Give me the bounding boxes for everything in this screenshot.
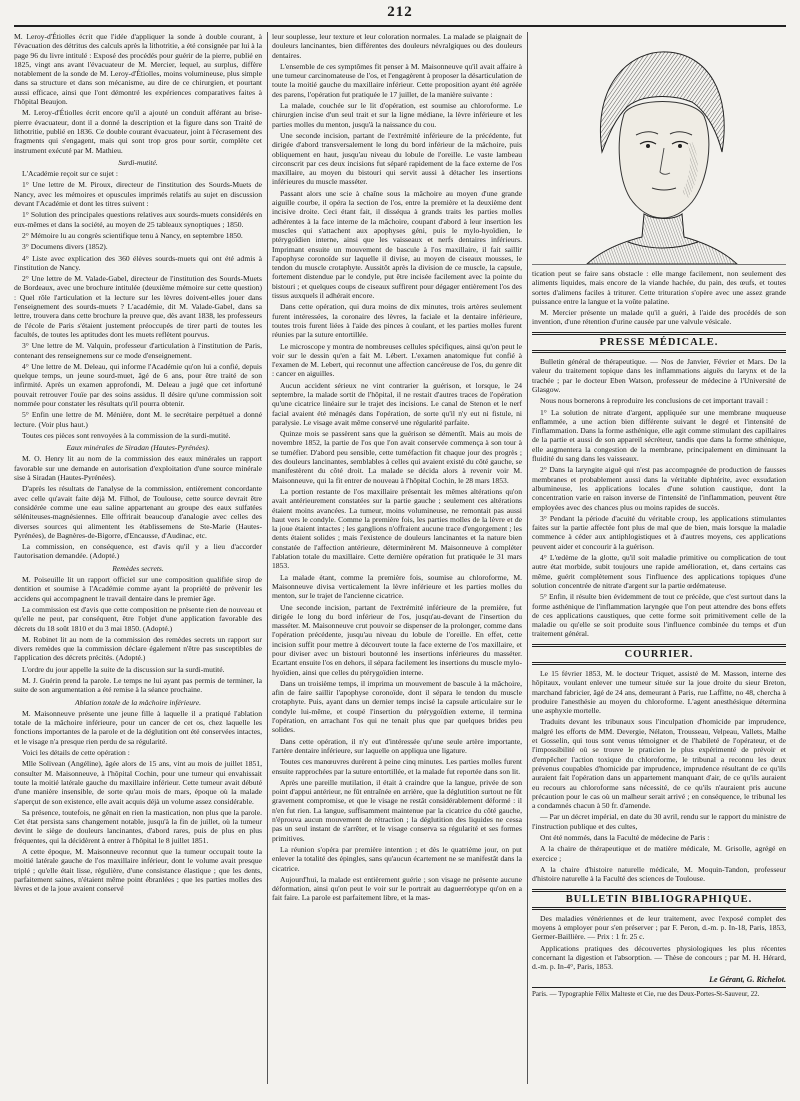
paragraph: 3° Pendant la période d'acuité du véritable croup, les applications stimulantes faites sur la partie affectée font plus de mal que de bien, mais lorsque la maladie commence à céder aux antiphlogistiques et à d'autres moyens, ces applications peuvent aider et concourir à la guérison. <box>532 513 786 551</box>
paragraph: 1° La solution de nitrate d'argent, appliquée sur une membrane muqueuse enflammée, a une action bien différente suivant le degré et l'intensité de l'inflammation. Dans la forme asthénique, elle agit comme stimulant des capillaires de la partie et aussi de son appareil sécréteur, tandis que dans la forme sthénique, elle augmentera la congestion de la membrane, principalement en diminuant la fluidité du sang dans les vaisseaux. <box>532 407 786 464</box>
signature-gerant: Le Gérant, G. Richelot. <box>709 974 786 984</box>
paragraph: leur souplesse, leur texture et leur coloration normales. La malade se plaignait de douleurs lancinantes, bien différentes des douleurs névralgiques ou des douleurs dentaires. <box>272 32 522 60</box>
header-rule <box>14 25 786 27</box>
paragraph: Dans cette opération, qui dura moins de dix minutes, trois artères seulement furent intéressées, la coronaire des lèvres, la faciale et la dentaire inférieure, toutes trois furent liées à l'aide des pinces à coulant, et les parties molles furent réunies par la suture entortillée. <box>272 302 522 340</box>
subheading-ablation: Ablation totale de la mâchoire inférieure. <box>75 697 201 707</box>
subheading-remedes-secrets: Remèdes secrets. <box>112 563 164 573</box>
column-divider <box>527 32 528 1084</box>
paragraph: A cette époque, M. Maisonneuve reconnut que la tumeur occupait toute la moitié latérale gauche de l'os maxillaire inférieur, dont le volume avait presque triplé ; qu'elle était lisse, régulière, d'une consistance élastique ; que les dents, parfaitement saines, n'étaient même point ébranlées ; que les parties molles des lèvres et de la joue avaient conservé <box>14 847 262 894</box>
paragraph: D'après les résultats de l'analyse de la commission, entièrement concordante avec celle qu'avait faite déjà M. Filhol, de Toulouse, cette source devrait être considérée comme une eau saline appartenant au groupe des eaux sulfatées séléniteuses-magnésiennes. Elle offrirait beaucoup d'analogie avec celles des diverses sources qui alimentent les établissemens de Ste-Marie (Hautes-Pyrénées), de Bagnères-de-Bigorre, d'Encausse, d'Audinac, etc. <box>14 484 262 540</box>
column-divider <box>267 32 268 1084</box>
paragraph: 2° Une lettre de M. Valade-Gabel, directeur de l'institution des Sourds-Muets de Bordeaux, avec une brochure intitulée (deuxième mémoire sur cette question) : Quel rôle l'articulation et la lecture sur les lèvres doivent-elles jouer dans l'enseignement des sourds-muets ? L'académie, dit M. Valade-Gabel, dans sa lettre, trouvera dans cette brochure la preuve que, dès avant 1838, les professeurs de l'école de Paris s'étaient justement préoccupés de tirer parti de toutes les facultés, de toutes les aptitudes dont les muets reflètent pourvus. <box>14 274 262 339</box>
paragraph: M. O. Henry lit au nom de la commission des eaux minérales un rapport favorable sur une demande en autorisation d'exploitation d'une source minérale sise à Siradan (Hautes-Pyrénées). <box>14 454 262 483</box>
paragraph: Voici les détails de cette opération : <box>22 748 130 758</box>
paragraph: 2° Dans la laryngite aiguë qui n'est pas accompagnée de production de fausses membranes et probablement aussi dans la véritable diphtérite, avec exsudation albumineuse, les applications locales d'une solution caustique, dont la concentration varie en raison inverse de l'intensité de l'inflammation, peuvent être employées avec des chances plus ou moins rapides de succès. <box>532 465 786 512</box>
paragraph: Aucun accident sérieux ne vint contrarier la guérison, et lorsque, le 24 septembre, la malade sortit de l'hôpital, il ne restait d'autres traces de l'opération qu'une cicatrice linéaire sur le trajet des incisions. Le canal de Stenon et le nerf facial avaient été ménagés dans l'opération, de sorte qu'il n'y eut ni fistule, ni paralysie. Le visage avait même conservé une régularité parfaite. <box>272 380 522 427</box>
paragraph: Passant alors une scie à chaîne sous la mâchoire au moyen d'une grande aiguille courbe, il opéra la section de l'os, entre la première et la deuxième dent incisive droite. Ceci étant fait, il disséqua à grands traits les parties molles adhérentes à la face interne de la mâchoire, coupant d'abord à leur insertion les muscles qui s'attachent aux apophyses géni, puis le mylo-hyoïdien, le ptérygoïdien interne, ainsi que les vaisseaux et nerfs dentaires inférieurs. Imprimant ensuite un mouvement de bascule à l'os maxillaire, il fait saillir l'apophyse coronoïde sur laquelle il divise, au moyen de ciseaux mousses, le tendon du muscle crotaphyte. Aussitôt après la division de ce muscle, la capsule, fortement distendue par le condyle, put être incisée facilement avec la pointe du bistouri ; et quelques coups de ciseaux suffirent pour dégager entièrement l'os des tissus auxquels il adhérait encore. <box>272 188 522 301</box>
paragraph: — Par un décret impérial, en date du 30 avril, rendu sur le rapport du ministre de l'instruction publique et des cultes, <box>532 812 786 831</box>
paragraph: Aujourd'hui, la malade est entièrement guérie ; son visage ne présente aucune déformation, ainsi qu'on peut le voir sur le portrait au daguerréotype qu'on en a fait faire. La parole est parfaitement libre, et la mas- <box>272 874 522 903</box>
paragraph: Une seconde incision, partant de l'extrémité inférieure de la précédente, fut dirigée d'abord transversalement le long du bord inférieur de la mâchoire, puis obliquement en haut, jusqu'au niveau du lobule de l'oreille. Le vaste lambeau circonscrit par ces deux incisions fut séparé rapidement de la face externe de l'os maxillaire, au moyen du bistouri qui servit aussi à détacher les insertions inférieures du muscle masséter. <box>272 130 522 187</box>
paragraph: Applications pratiques des découvertes physiologiques les plus récentes concernant la digestion et l'absorption. — Thèse de concours ; par M. H. Hérard, d.-m. p. In-4°, Paris, 1853. <box>532 943 786 972</box>
paragraph: La malade, couchée sur le lit d'opération, est soumise au chloroforme. Le chirurgien incise d'un seul trait et sur la ligne médiane, la lèvre inférieure et les parties molles du menton, jusqu'à la naissance du cou. <box>272 101 522 129</box>
column-3 <box>532 32 786 1084</box>
paragraph: Bulletin général de thérapeutique. — Nos de Janvier, Février et Mars. De la valeur du traitement topique dans les inflammations aiguës du larynx et de la trachée ; par le docteur Eben Watson, professeur de médecine à l'Université de Glasgow. <box>532 357 786 394</box>
paragraph: Traduits devant les tribunaux sous l'inculpation d'homicide par imprudence, malgré les efforts de MM. Devergie, Nélaton, Trousseau, Velpeau, Vallets, Malhe et Gosselin, qui tous sont venus témoigner et de l'habileté de l'opérateur, et de l'impossibilité où se trouve le praticien le plus expérimenté de prévoir et d'empêcher l'action toxique du chloroforme, le tribunal a reconnu les deux prévenus coupables d'homicide par imprudence, imprudence résultant de ce qu'ils auraient fait l'opération dans un appartement manquant d'air, de ce qu'ils auraient eu recours au chloroforme sans nécessité, de ce qu'ils n'auraient pris aucune précaution pour le cas où un malheur serait arrivé ; en conséquence, le tribunal les a condamnés chacun à 50 fr. d'amende. <box>532 717 786 811</box>
paragraph: L'Académie reçoit sur ce sujet : <box>22 169 119 179</box>
paragraph: 5° Enfin, il résulte bien évidemment de tout ce précède, que c'est surtout dans la forme asthénique de l'inflammation laryngée que l'on peut attendre des bons effets de ces applications caustiques, que cette forme soit primitivement celle de la maladie ou qu'elle se soit produite sous l'influence combinée du temps et d'un traitement général. <box>532 592 786 639</box>
paragraph: Dans un troisième temps, il imprima un mouvement de bascule à la mâchoire, afin de faire saillir l'apophyse coronoïde, dont il sépara le tendon du muscle crotaphyte. Puis, ayant dans un dernier temps incisé la capsule articulaire sur le condyle lui-même, et coupé l'insertion du ptérygoïdien externe, il termina l'opération, en arrachant l'os qui ne tenait plus que par quelques brides peu solides. <box>272 678 522 735</box>
paragraph: 2° Mémoire lu au congrès scientifique tenu à Nancy, en septembre 1850. <box>22 230 243 240</box>
section-heading-bulletin-bibliographique: BULLETIN BIBLIOGRAPHIQUE. <box>532 889 786 910</box>
paragraph: M. Leroy-d'Étiolles écrit encore qu'il a ajouté un conduit afférant au brise-pierre évacuateur, dont il a donné la description et la figure dans son Traité de lithotritie, publié en 1836. Ce double courant évacuateur, joint à l'écrasement des fragments qui s'engagent, mais qui sont trop gros pour sortir, complète cet instrument exécuté par M. Mathieu. <box>14 108 262 155</box>
paragraph: L'ensemble de ces symptômes fit penser à M. Maisonneuve qu'il avait affaire à une tumeur carcinomateuse de l'os, et l'engagèrent à proposer la désarticulation de toute la moitié gauche du maxillaire inférieur. Cette proposition ayant été agréée des parens, l'opération fut pratiquée le 17 juillet, de la manière suivante : <box>272 61 522 99</box>
paragraph: Mlle Solivean (Angéline), âgée alors de 15 ans, vint au mois de juillet 1851, consulter M. Maisonneuve, à l'hôpital Cochin, pour une tumeur qui envahissait toute la moitié latérale gauche du maxillaire inférieur. Cette tumeur avait débuté d'une manière insensible, de sorte qu'au mois de mars, époque où la malade s'aperçut de son existence, elle avait acquis déjà un volume assez considérable. <box>14 759 262 806</box>
paragraph: M. Mercier présente un malade qu'il a guéri, à l'aide des procédés de son invention, d'une rétention d'urine causée par une valvule vésicale. <box>532 308 786 327</box>
paragraph: Des maladies vénériennes et de leur traitement, avec l'exposé complet des moyens à employer pour s'en préserver ; par F. Peron, d.-m. p. In-18, Paris, 1853, Germer-Baillière. — Prix : 1 fr. 25 c. <box>532 913 786 942</box>
subheading-surdi-mutite: Surdi-mutité. <box>118 157 158 167</box>
paragraph: Une seconde incision, partant de l'extrémité inférieure de la première, fut dirigée le long du bord inférieur de l'os, jusqu'au-devant de l'insertion du masséter. M. Maisonneuve crut pouvoir se dispenser de la prolonger, comme dans l'opération précédente, jusqu'au niveau du lobule de l'oreille. En effet, cette incision suffit pour mettre à découvert toute la face externe de l'os maxillaire, et pour diviser avec un bistouri boutonné les insertions inférieures du masséter. Ecartant ensuite l'os en dehors, il sépara facilement les insertions du muscle mylo-hyoïdien, ainsi que celles du ptérygoïdien interne. <box>272 602 522 677</box>
paragraph: Dans cette opération, il n'y eut d'intéressée qu'une seule artère importante, l'artère dentaire inférieure, sur laquelle on appliqua une ligature. <box>272 736 522 755</box>
paragraph: M. Maisonneuve présente une jeune fille à laquelle il a pratiqué l'ablation totale de la mâchoire inférieure, pour un cancer de cet os, chez laquelle les fonctions importantes de la parole et de la déglutition ont été conservées intactes, et le visage n'a presque rien perdu de sa régularité. <box>14 708 262 746</box>
printer-imprint: Paris. — Typographie Félix Malteste et Cie, rue des Deux-Portes-St-Sauveur, 22. <box>532 987 786 999</box>
paragraph: 5° Enfin une lettre de M. Ménière, dont M. le secrétaire perpétuel a donné lecture. (Voir plus haut.) <box>14 410 262 429</box>
paragraph: La malade étant, comme la première fois, soumise au chloroforme, M. Maisonneuve divisa verticalement la lèvre inférieure et les parties molles du menton, sur le trajet de l'ancienne cicatrice. <box>272 572 522 601</box>
paragraph: Sa présence, toutefois, ne gênait en rien la mastication, non plus que la parole. Cet état persista sans changement notable, jusqu'à la fin de juillet, où la tumeur devint le siège de douleurs lancinantes, d'abord rares, puis de plus en plus fréquentes, qui la décidèrent à entrer à l'hôpital le 8 juillet 1851. <box>14 807 262 845</box>
paragraph: L'ordre du jour appelle la suite de la discussion sur la surdi-mutité. <box>22 664 225 674</box>
paragraph: Le microscope y montra de nombreuses cellules spécifiques, ainsi qu'on peut le voir sur le dessin qu'en a fait M. Lébert. L'examen anatomique fut confié à l'examen de M. Lebert, qui reconnut une affection cancéreuse de l'os, du genre dit : cancer en aiguilles. <box>272 341 522 379</box>
paragraph: Quinze mois se passèrent sans que la guérison se démentît. Mais au mois de novembre 1852, la partie de l'os que l'on avait conservée commença à son tour à se tuméfier. D'abord peu sensible, cette tuméfaction fit chaque jour des progrès ; des douleurs lancinantes, semblables à celles qui avaient existé du côté gauche, se manifestèrent du côté droit. La malade se décida alors à revenir voir M. Maisonneuve, qui la fit entrer de nouveau à l'hôpital Cochin, le 28 mars 1853. <box>272 429 522 485</box>
paragraph: La commission est d'avis que cette composition ne présente rien de nouveau et qu'elle ne peut, par conséquent, être l'objet d'une application favorable des décrets du 18 soût 1810 et du 3 mai 1850. (Adopté.) <box>14 604 262 633</box>
paragraph: M. J. Guérin prend la parole. Le temps ne lui ayant pas permis de terminer, la suite de son argumentation a été remise à la séance prochaine. <box>14 676 262 695</box>
paragraph: Nous nous bornerons à reproduire les conclusions de cet important travail : <box>540 396 768 406</box>
paragraph: 3° Une lettre de M. Valquin, professeur d'articulation à l'institution de Paris, contenant des renseignemens sur ce mode d'enseignement. <box>14 341 262 360</box>
paragraph: Toutes ces pièces sont renvoyées à la commission de la surdi-mutité. <box>22 430 231 440</box>
paragraph: 4° L'œdème de la glotte, qu'il soit maladie primitive ou complication de tout autre état morbide, subit toujours une rapide amélioration, et, dans certains cas même, guérit complètement sous l'influence des applications topiques d'une solution concentrée de nitrate d'argent sur la partie œdémateuse. <box>532 553 786 590</box>
section-heading-courrier: COURRIER. <box>532 644 786 665</box>
paragraph: 1° Une lettre de M. Piroux, directeur de l'institution des Sourds-Muets de Nancy, avec les mémoires et opuscules imprimés relatifs au sujet en discussion devant l'Académie et dont les titres suivent : <box>14 180 262 209</box>
paragraph: La commission, en conséquence, est d'avis qu'il y a lieu d'accorder l'autorisation demandée. (Adopté.) <box>14 542 262 561</box>
paragraph: 4° Liste avec explication des 360 élèves sourds-muets qui ont été admis à l'institution de Nancy. <box>14 253 262 272</box>
column-2 <box>272 32 522 1084</box>
portrait-illustration <box>532 32 786 264</box>
paragraph: Toutes ces manœuvres durèrent à peine cinq minutes. Les parties molles furent ensuite rapprochées par la suture entortillée, et la malade fut reportée dans son lit. <box>272 757 522 776</box>
column-1 <box>14 32 262 1084</box>
section-heading-presse-medicale: PRESSE MÉDICALE. <box>532 332 786 353</box>
subheading-eaux-minerales: Eaux minérales de Siradan (Hautes-Pyrénées). <box>66 443 210 453</box>
paragraph: A la chaire de thérapeutique et de matière médicale, M. Grisolle, agrégé en exercice ; <box>532 844 786 863</box>
portrait-engraving <box>532 32 786 265</box>
paragraph: 1° Solution des principales questions relatives aux sourds-muets considérés en eux-mêmes et dans la société, au moyen de 25 tableaux synoptiques ; 1850. <box>14 210 262 229</box>
paragraph: M. Poiseuille lit un rapport officiel sur une composition qualifiée sirop de dentition et soumise à l'Académie comme ayant la propriété de prévenir les accidens qui accompagnent le travail dentaire dans le premier âge. <box>14 575 262 603</box>
paragraph: Le 15 février 1853, M. le docteur Triquet, assisté de M. Masson, interne des hôpitaux, voulant enlever une tumeur située sur la joue droite du sieur Breton, marchand fabricier, âgé de 24 ans, demeurant à Paris, rue Laffitte, no 48, chercha à produire l'anesthésie au moyen du chloroforme. L'agent anesthésique détermina une asphyxie mortelle. <box>532 668 786 716</box>
paragraph: 4° Une lettre de M. Deleau, qui informe l'Académie qu'on lui a confié, depuis quelque temps, un jeune sourd-muet, âgé de 6 ans, pour être traité de son infirmité. Après un examen approfondi, M. Deleau a jugé que cet infortuné pouvait retrouver l'ouïe par des soins assidus. Il désire qu'une commission soit nommée pour constater les résultats qu'il pourra obtenir. <box>14 361 262 408</box>
paragraph: tication peut se faire sans obstacle : elle mange facilement, non seulement des aliments liquides, mais encore de la viande hachée, du pain, des œufs, et toutes sortes d'alimens faciles à triturer. Cette trituration s'opère avec une assez grande puissance entre la langue et la voûte palatine. <box>532 269 786 306</box>
paragraph: A la chaire d'histoire naturelle médicale, M. Moquin-Tandon, professeur d'histoire naturelle à la Faculté des sciences de Toulouse. <box>532 864 786 884</box>
paragraph: Après une pareille mutilation, il était à craindre que la langue, privée de son point d'appui antérieur, ne fût entraînée en arrière, que la déglutition surtout ne fût gravement compromise, et que le visage ne restât considérablement déformé : il n'en fut rien. La langue, suffisamment maintenue par la cicatrice du côté gauche, n'éprouva aucun mouvement de rétraction ; la déglutition des liquides ne cessa pas un seul instant de s'arrêter, et le visage conserva sa régularité et ses formes primitives. <box>272 777 522 843</box>
paragraph: 3° Documens divers (1852). <box>22 242 108 252</box>
paragraph: La réunion s'opéra par première intention ; et dès le quatrième jour, on put enlever la totalité des épingles, sans qu'aucun écartement ne se manifestât dans la cicatrice. <box>272 844 522 873</box>
page-number: 212 <box>387 4 413 20</box>
paragraph: M. Robinet lit au nom de la commission des remèdes secrets un rapport sur divers remèdes que la commission déclare également n'être pas susceptibles de l'application des décrets précités. (Adopté.) <box>14 634 262 663</box>
paragraph: La portion restante de l'os maxillaire présentait les mêmes altérations qu'on avait antérieurement constatées sur la partie gauche ; seulement ces altérations étaient moins avancées. La tumeur, moins volumineuse, ne remontait pas aussi haut vers le condyle. Comme la première fois, les parties molles de la lèvre et de la joue étaient intactes ; les ganglions n'offraient aucune trace d'engorgement ; les dents étaient solides ; mais l'existence de douleurs lancinantes et la nature bien constatée de l'affection antérieure, déterminèrent M. Maisonneuve à compléter l'ablation totale du maxillaire. Cette dernière opération fut pratiquée le 31 mars 1853. <box>272 486 522 571</box>
paragraph: M. Leroy-d'Étiolles écrit que l'idée d'appliquer la sonde à double courant, à l'évacuation des détritus des calculs après la lithotritie, a été consignée par lui à la page 96 du livre intitulé : Exposé des procédés pour guérir de la pierre, publié en 1825, vingt ans avant l'évacuateur de M. Mercier, lequel, au surplus, diffère notablement de la sonde de M. Leroy-d'Étiolles, moins volumineuse, plus simple dans sa structure et dans son mécanisme, au dire de ce chirurgien, et pourtant aussi efficace, ainsi que l'ont démontré les expériences comparatives faites à l'hôpital Beaujon. <box>14 32 262 107</box>
paragraph: Ont été nommés, dans la Faculté de médecine de Paris : <box>540 833 710 843</box>
